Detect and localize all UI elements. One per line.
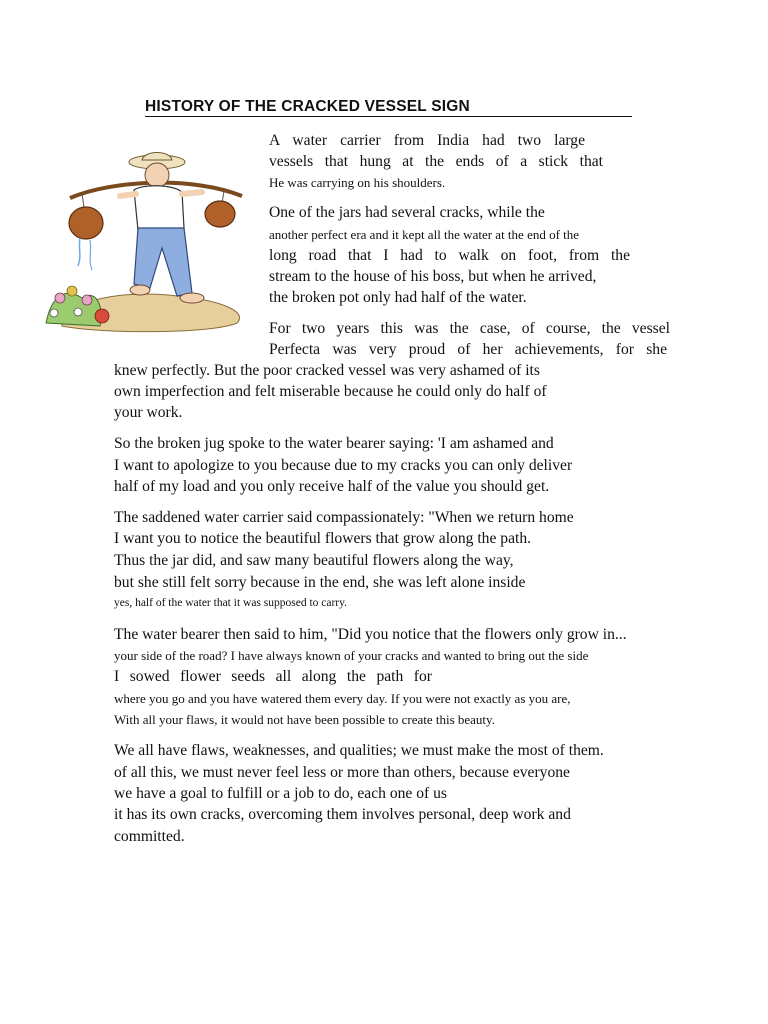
paragraph-line: He was carrying on his shoulders. <box>269 175 446 190</box>
paragraph-line: Perfecta was very proud of her achievements, for she <box>269 341 667 358</box>
paragraph-line: With all your flaws, it would not have been possible to create this beauty. <box>114 712 495 727</box>
paragraph-line: The saddened water carrier said compassionately: "When we return home <box>114 509 574 526</box>
paragraph-line: your side of the road? I have always known of your cracks and wanted to bring out the side <box>114 648 589 663</box>
paragraph-line: vessels that hung at the ends of a stick that <box>269 153 603 170</box>
paragraph-line: The water bearer then said to him, "Did you notice that the flowers only grow in... <box>114 626 627 643</box>
paragraph-line: your work. <box>114 404 183 421</box>
paragraph-line: A water carrier from India had two large <box>269 132 585 149</box>
paragraph-line: where you go and you have watered them every day. If you were not exactly as you are, <box>114 691 571 706</box>
paragraph-line: yes, half of the water that it was supposed to carry. <box>114 597 348 609</box>
paragraph-line: of all this, we must never feel less or more than others, because everyone <box>114 764 570 781</box>
paragraph-line: but she still felt sorry because in the end, she was left alone inside <box>114 574 526 591</box>
water-carrier-illustration <box>42 148 264 334</box>
paragraph-line: the broken pot only had half of the water. <box>269 289 527 306</box>
paragraph-line: it has its own cracks, overcoming them involves personal, deep work and <box>114 806 571 823</box>
paragraph-line: We all have flaws, weaknesses, and qualities; we must make the most of them. <box>114 742 604 759</box>
page-title: HISTORY OF THE CRACKED VESSEL SIGN <box>145 97 632 117</box>
paragraph-line: another perfect era and it kept all the water at the end of the <box>269 227 580 242</box>
paragraph-line: I want to apologize to you because due to my cracks you can only deliver <box>114 457 573 474</box>
paragraph-line: stream to the house of his boss, but when he arrived, <box>269 268 597 285</box>
paragraph-line: half of my load and you only receive half of the value you should get. <box>114 478 550 495</box>
paragraph-line: For two years this was the case, of course, the vessel <box>269 320 670 337</box>
paragraph-line: I want you to notice the beautiful flowers that grow along the path. <box>114 530 532 547</box>
paragraph-line: I sowed flower seeds all along the path for <box>114 668 432 685</box>
paragraph-line: own imperfection and felt miserable because he could only do half of <box>114 383 547 400</box>
paragraph-line: So the broken jug spoke to the water bearer saying: 'I am ashamed and <box>114 435 554 452</box>
paragraph-line: One of the jars had several cracks, while the <box>269 204 545 221</box>
paragraph-line: knew perfectly. But the poor cracked vessel was very ashamed of its <box>114 362 540 379</box>
paragraph-line: long road that I had to walk on foot, from the <box>269 247 630 264</box>
paragraph-line: committed. <box>114 828 185 845</box>
paragraph-line: we have a goal to fulfill or a job to do, each one of us <box>114 785 447 802</box>
paragraph-line: Thus the jar did, and saw many beautiful flowers along the way, <box>114 552 514 569</box>
